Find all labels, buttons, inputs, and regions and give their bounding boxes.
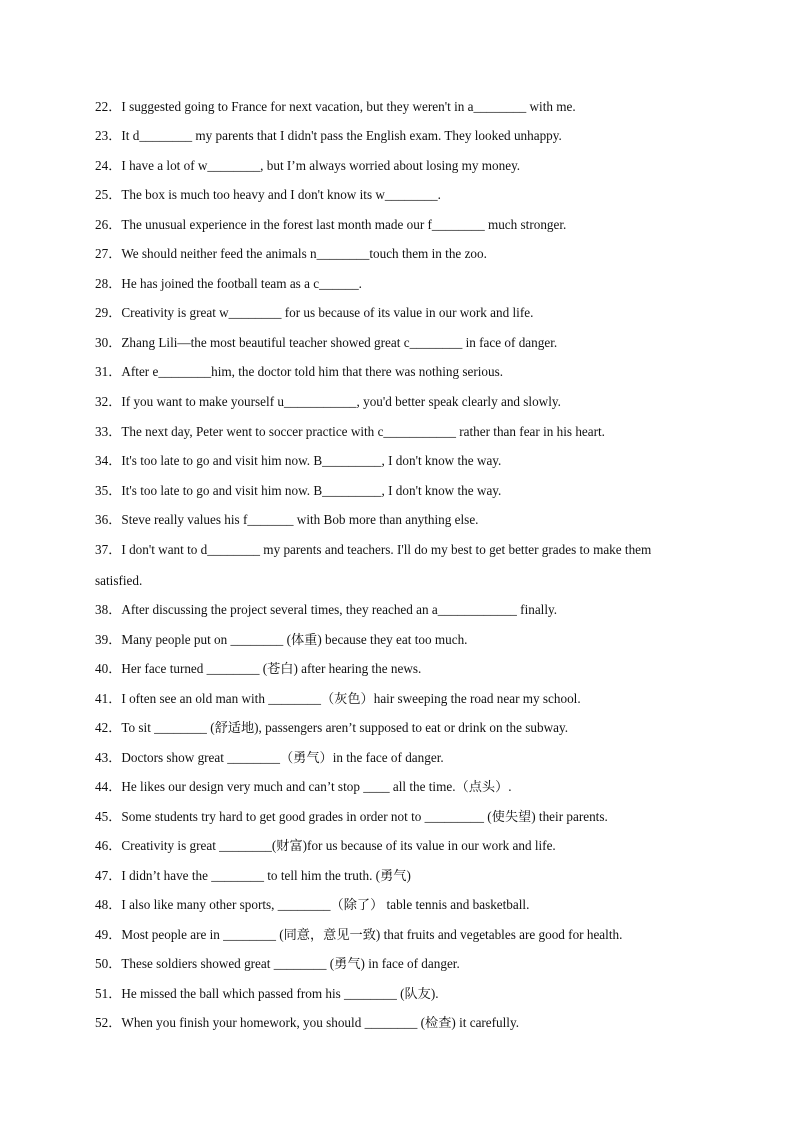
question-text: Her face turned ________ (苍白) after hearing the news. bbox=[121, 661, 422, 676]
question-48 bbox=[95, 889, 705, 920]
question-number: 30． bbox=[95, 335, 122, 350]
question-31 bbox=[95, 356, 705, 387]
question-34 bbox=[95, 445, 705, 476]
question-27 bbox=[95, 238, 705, 269]
question-number: 40． bbox=[95, 661, 122, 676]
question-text: Some students try hard to get good grades in order not to _________ (使失望) their parents. bbox=[121, 809, 608, 824]
question-number: 27． bbox=[95, 246, 122, 261]
question-number: 44． bbox=[95, 779, 122, 794]
question-text: Doctors show great ________（勇气）in the face of danger. bbox=[121, 750, 444, 765]
question-text: It's too late to go and visit him now. B_________, I don't know the way. bbox=[121, 453, 502, 468]
question-number: 46． bbox=[95, 838, 122, 853]
question-number: 49． bbox=[95, 927, 122, 942]
question-number: 37． bbox=[95, 542, 122, 557]
question-number: 36． bbox=[95, 512, 122, 527]
question-number: 29． bbox=[95, 305, 122, 320]
question-43 bbox=[95, 742, 705, 773]
question-text: Many people put on ________ (体重) because they eat too much. bbox=[121, 632, 468, 647]
question-26 bbox=[95, 209, 705, 240]
question-45 bbox=[95, 801, 705, 832]
question-text: I didn’t have the ________ to tell him the truth. (勇气) bbox=[121, 868, 411, 883]
question-40 bbox=[95, 653, 705, 684]
question-number: 47． bbox=[95, 868, 122, 883]
question-38 bbox=[95, 594, 705, 625]
question-text: He missed the ball which passed from his ________ (队友). bbox=[121, 986, 439, 1001]
question-51 bbox=[95, 978, 705, 1009]
question-28 bbox=[95, 268, 705, 299]
question-text: After discussing the project several times, they reached an a____________ finally. bbox=[121, 602, 558, 617]
question-23 bbox=[95, 120, 705, 151]
question-number: 34． bbox=[95, 453, 122, 468]
question-number: 51． bbox=[95, 986, 122, 1001]
question-text: He has joined the football team as a c______. bbox=[121, 276, 362, 291]
question-text: I often see an old man with ________（灰色）hair sweeping the road near my school. bbox=[121, 691, 581, 706]
question-text: We should neither feed the animals n________touch them in the zoo. bbox=[121, 246, 487, 261]
question-text: If you want to make yourself u___________, you'd better speak clearly and slowly. bbox=[121, 394, 561, 409]
question-text: When you finish your homework, you should ________ (检查) it carefully. bbox=[121, 1015, 520, 1030]
question-number: 23． bbox=[95, 128, 122, 143]
question-number: 52． bbox=[95, 1015, 122, 1030]
question-text: The box is much too heavy and I don't know its w________. bbox=[121, 187, 441, 202]
question-number: 41． bbox=[95, 691, 122, 706]
question-number: 43． bbox=[95, 750, 122, 765]
question-number: 24． bbox=[95, 158, 122, 173]
question-37 bbox=[95, 534, 695, 596]
question-text: Steve really values his f_______ with Bob more than anything else. bbox=[121, 512, 479, 527]
question-number: 32． bbox=[95, 394, 122, 409]
question-42 bbox=[95, 712, 705, 743]
question-30 bbox=[95, 327, 705, 358]
question-number: 48． bbox=[95, 897, 122, 912]
question-number: 39． bbox=[95, 632, 122, 647]
question-22 bbox=[95, 91, 705, 122]
question-text: These soldiers showed great ________ (勇气) in face of danger. bbox=[121, 956, 460, 971]
question-number: 28． bbox=[95, 276, 122, 291]
question-text: After e________him, the doctor told him that there was nothing serious. bbox=[121, 364, 504, 379]
question-number: 45． bbox=[95, 809, 122, 824]
question-text: I also like many other sports, ________（除了） table tennis and basketball. bbox=[121, 897, 530, 912]
question-52 bbox=[95, 1007, 705, 1038]
question-36 bbox=[95, 504, 705, 535]
question-text: It's too late to go and visit him now. B_________, I don't know the way. bbox=[121, 483, 502, 498]
question-25 bbox=[95, 179, 705, 210]
question-number: 33． bbox=[95, 424, 122, 439]
question-39 bbox=[95, 624, 705, 655]
question-text: The next day, Peter went to soccer practice with c___________ rather than fear in his heart. bbox=[121, 424, 605, 439]
question-50 bbox=[95, 948, 705, 979]
question-text: He likes our design very much and can’t stop ____ all the time.（点头）. bbox=[121, 779, 512, 794]
question-24 bbox=[95, 150, 705, 181]
question-text: Zhang Lili—the most beautiful teacher showed great c________ in face of danger. bbox=[121, 335, 558, 350]
question-number: 35． bbox=[95, 483, 122, 498]
question-47 bbox=[95, 860, 705, 891]
question-number: 31． bbox=[95, 364, 122, 379]
question-41 bbox=[95, 683, 705, 714]
question-49 bbox=[95, 919, 705, 950]
question-text: Creativity is great w________ for us because of its value in our work and life. bbox=[121, 305, 534, 320]
question-text: The unusual experience in the forest last month made our f________ much stronger. bbox=[121, 217, 567, 232]
question-number: 38． bbox=[95, 602, 122, 617]
question-number: 22． bbox=[95, 99, 122, 114]
question-29 bbox=[95, 297, 705, 328]
question-text: I suggested going to France for next vacation, but they weren't in a________ with me. bbox=[121, 99, 576, 114]
question-text: To sit ________ (舒适地), passengers aren’t supposed to eat or drink on the subway. bbox=[121, 720, 569, 735]
question-text: Most people are in ________ (同意，意见一致) that fruits and vegetables are good for health. bbox=[121, 927, 623, 942]
question-32 bbox=[95, 386, 705, 417]
question-35 bbox=[95, 475, 705, 506]
question-text: I have a lot of w________, but I’m always worried about losing my money. bbox=[121, 158, 521, 173]
question-number: 25． bbox=[95, 187, 122, 202]
question-text: It d________ my parents that I didn't pass the English exam. They looked unhappy. bbox=[121, 128, 562, 143]
question-number: 50． bbox=[95, 956, 122, 971]
question-46 bbox=[95, 830, 705, 861]
question-33 bbox=[95, 416, 705, 447]
question-44 bbox=[95, 771, 705, 802]
question-number: 26． bbox=[95, 217, 122, 232]
question-text: I don't want to d________ my parents and teachers. I'll do my best to get better grades to make them satisfied. bbox=[95, 542, 652, 588]
question-text: Creativity is great ________(财富)for us because of its value in our work and life. bbox=[121, 838, 556, 853]
question-number: 42． bbox=[95, 720, 122, 735]
